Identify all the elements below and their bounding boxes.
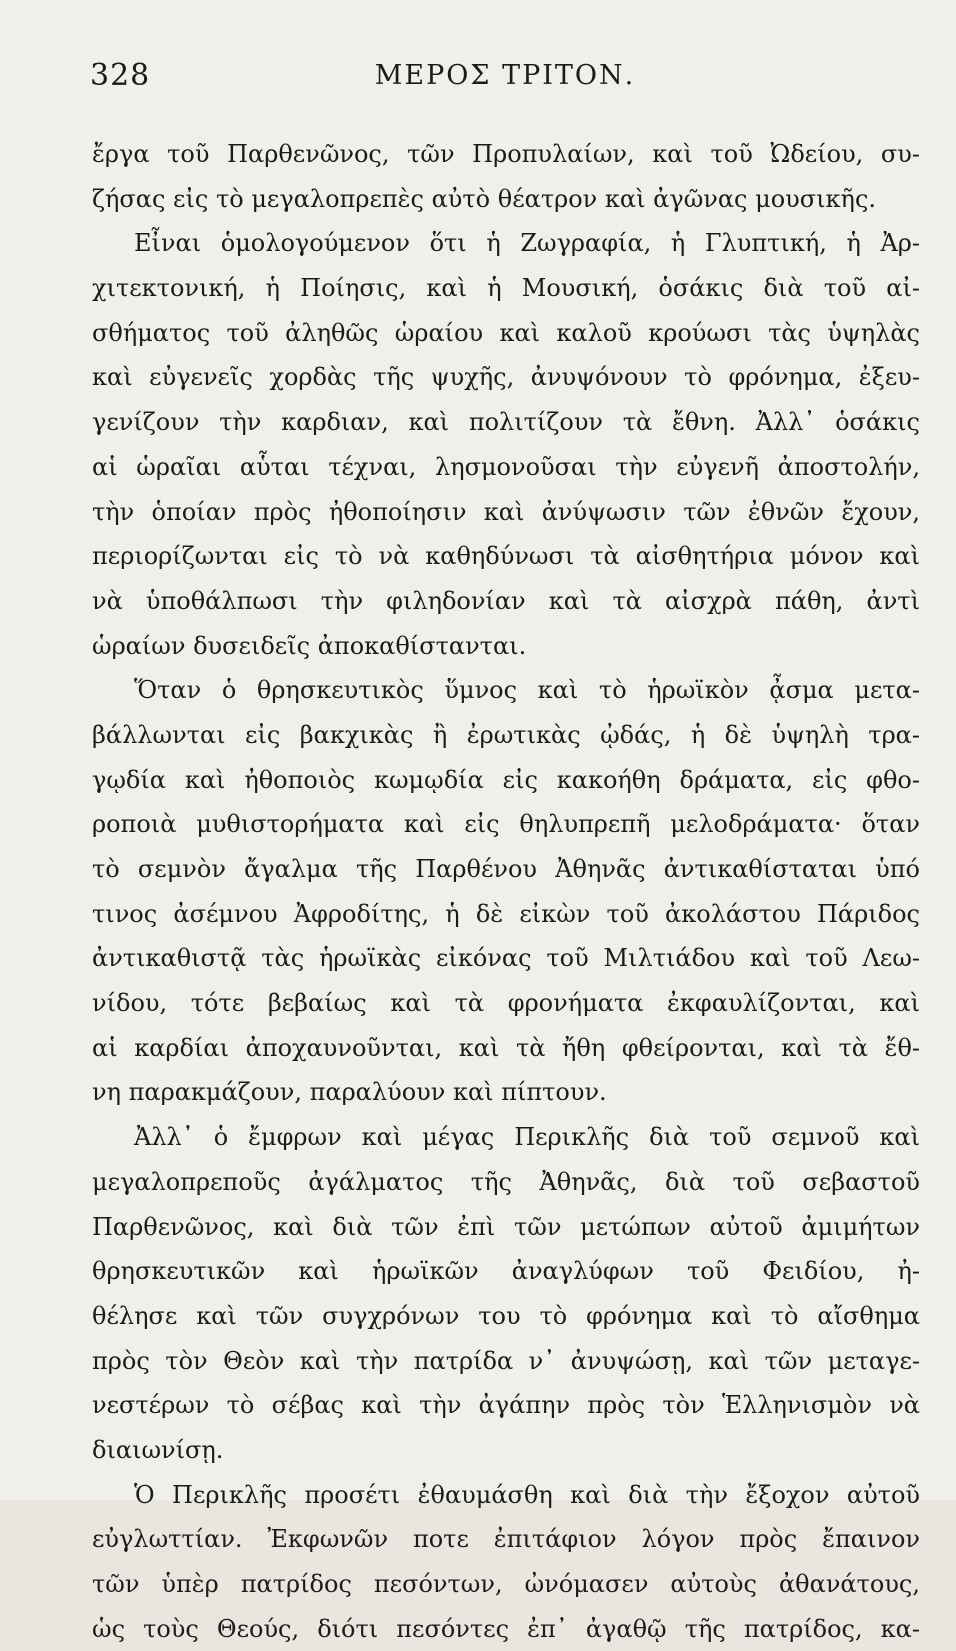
- text-line: καὶ εὐγενεῖς χορδὰς τῆς ψυχῆς, ἀνυψόνουν τὸ φρόνημα, ἐξευ-: [92, 363, 920, 392]
- paragraph-start-line: Εἶναι ὁμολογούμενον ὅτι ἡ Ζωγραφία, ἡ Γλυπτική, ἡ Ἀρ-: [134, 229, 920, 258]
- text-line: βάλλωνται εἰς βακχικὰς ἢ ἐρωτικὰς ᾠδάς, ἡ δὲ ὑψηλὴ τρα-: [92, 720, 920, 749]
- text-line: διαιωνίσῃ.: [92, 1435, 224, 1464]
- text-line: θέλησε καὶ τῶν συγχρόνων του τὸ φρόνημα καὶ τὸ αἴσθημα: [92, 1301, 920, 1330]
- text-line: μεγαλοπρεποῦς ἀγάλματος τῆς Ἀθηνᾶς, διὰ τοῦ σεβαστοῦ: [92, 1167, 920, 1196]
- text-line: εὐγλωττίαν. Ἐκφωνῶν ποτε ἐπιτάφιον λόγον πρὸς ἔπαινον: [92, 1525, 920, 1554]
- text-line: αἱ καρδίαι ἀποχαυνοῦνται, καὶ τὰ ἤθη φθείρονται, καὶ τὰ ἔθ-: [92, 1033, 920, 1062]
- running-head: [90, 58, 920, 108]
- text-line: ἔργα τοῦ Παρθενῶνος, τῶν Προπυλαίων, καὶ τοῦ Ὠδείου, συ-: [92, 140, 920, 168]
- text-line: τὴν ὁποίαν πρὸς ἠθοποίησιν καὶ ἀνύψωσιν τῶν ἐθνῶν ἔχουν,: [92, 497, 920, 526]
- text-line: χιτεκτονική, ἡ Ποίησις, καὶ ἡ Μουσική, ὁσάκις διὰ τοῦ αἰ-: [92, 274, 920, 303]
- text-line: τῶν ὑπὲρ πατρίδος πεσόντων, ὠνόμασεν αὐτοὺς ἀθανάτους,: [92, 1570, 920, 1598]
- text-line: τὸ σεμνὸν ἄγαλμα τῆς Παρθένου Ἀθηνᾶς ἀντικαθίσταται ὑπό: [92, 855, 920, 883]
- text-line: θρησκευτικῶν καὶ ἡρωϊκῶν ἀναγλύφων τοῦ Φειδίου, ἠ-: [92, 1257, 920, 1286]
- text-line: νίδου, τότε βεβαίως καὶ τὰ φρονήματα ἐκφαυλίζονται, καὶ: [92, 989, 920, 1018]
- text-line: σθήματος τοῦ ἀληθῶς ὡραίου καὶ καλοῦ κρούωσι τὰς ὑψηλὰς: [92, 318, 920, 347]
- text-line: αἱ ὡραῖαι αὗται τέχναι, λησμονοῦσαι τὴν εὐγενῆ ἀποστολήν,: [92, 452, 920, 481]
- body-text: [92, 132, 920, 1651]
- paragraph-start-line: Ἀλλ᾽ ὁ ἔμφρων καὶ μέγας Περικλῆς διὰ τοῦ σεμνοῦ καὶ: [134, 1123, 920, 1152]
- text-line: νεστέρων τὸ σέβας καὶ τὴν ἀγάπην πρὸς τὸν Ἑλληνισμὸν νὰ: [92, 1391, 920, 1420]
- text-line: ἀντικαθιστᾷ τὰς ἡρωϊκὰς εἰκόνας τοῦ Μιλτιάδου καὶ τοῦ Λεω-: [92, 944, 920, 973]
- text-line: ζήσας εἰς τὸ μεγαλοπρεπὲς αὐτὸ θέατρον καὶ ἀγῶνας μουσικῆς.: [92, 184, 877, 213]
- paragraph-start-line: Ὁ Περικλῆς προσέτι ἐθαυμάσθη καὶ διὰ τὴν ἔξοχον αὐτοῦ: [134, 1480, 920, 1509]
- paragraph-start-line: Ὅταν ὁ θρησκευτικὸς ὕμνος καὶ τὸ ἡρωϊκὸν ᾆσμα μετα-: [134, 676, 920, 705]
- text-line: ροποιὰ μυθιστορήματα καὶ εἰς θηλυπρεπῆ μελοδράματα· ὅταν: [92, 810, 920, 839]
- text-line: Παρθενῶνος, καὶ διὰ τῶν ἐπὶ τῶν μετώπων αὐτοῦ ἀμιμήτων: [92, 1212, 920, 1241]
- text-line: γῳδία καὶ ἠθοποιὸς κωμῳδία εἰς κακοήθη δράματα, εἰς φθο-: [92, 765, 920, 794]
- text-line: ὡς τοὺς Θεούς, διότι πεσόντες ἐπ᾽ ἀγαθῷ τῆς πατρίδος, κα-: [92, 1614, 920, 1643]
- text-line: γενίζουν τὴν καρδιαν, καὶ πολιτίζουν τὰ ἔθνη. Ἀλλ᾽ ὁσάκις: [92, 408, 920, 437]
- text-line: περιορίζωνται εἰς τὸ νὰ καθηδύνωσι τὰ αἰσθητήρια μόνον καὶ: [92, 542, 920, 571]
- page-number: 328: [90, 58, 151, 93]
- running-title: ΜΕΡΟΣ ΤΡΙΤΟΝ.: [374, 60, 636, 91]
- text-line: πρὸς τὸν Θεὸν καὶ τὴν πατρίδα ν᾽ ἀνυψώσῃ, καὶ τῶν μεταγε-: [92, 1346, 920, 1375]
- text-line: νὰ ὑποθάλπωσι τὴν φιληδονίαν καὶ τὰ αἰσχρὰ πάθη, ἀντὶ: [92, 586, 920, 615]
- text-line: νη παρακμάζουν, παραλύουν καὶ πίπτουν.: [92, 1078, 607, 1107]
- text-line: τινος ἀσέμνου Ἀφροδίτης, ἡ δὲ εἰκὼν τοῦ ἀκολάστου Πάριδος: [92, 899, 920, 928]
- text-line: ὡραίων δυσειδεῖς ἀποκαθίστανται.: [92, 631, 527, 660]
